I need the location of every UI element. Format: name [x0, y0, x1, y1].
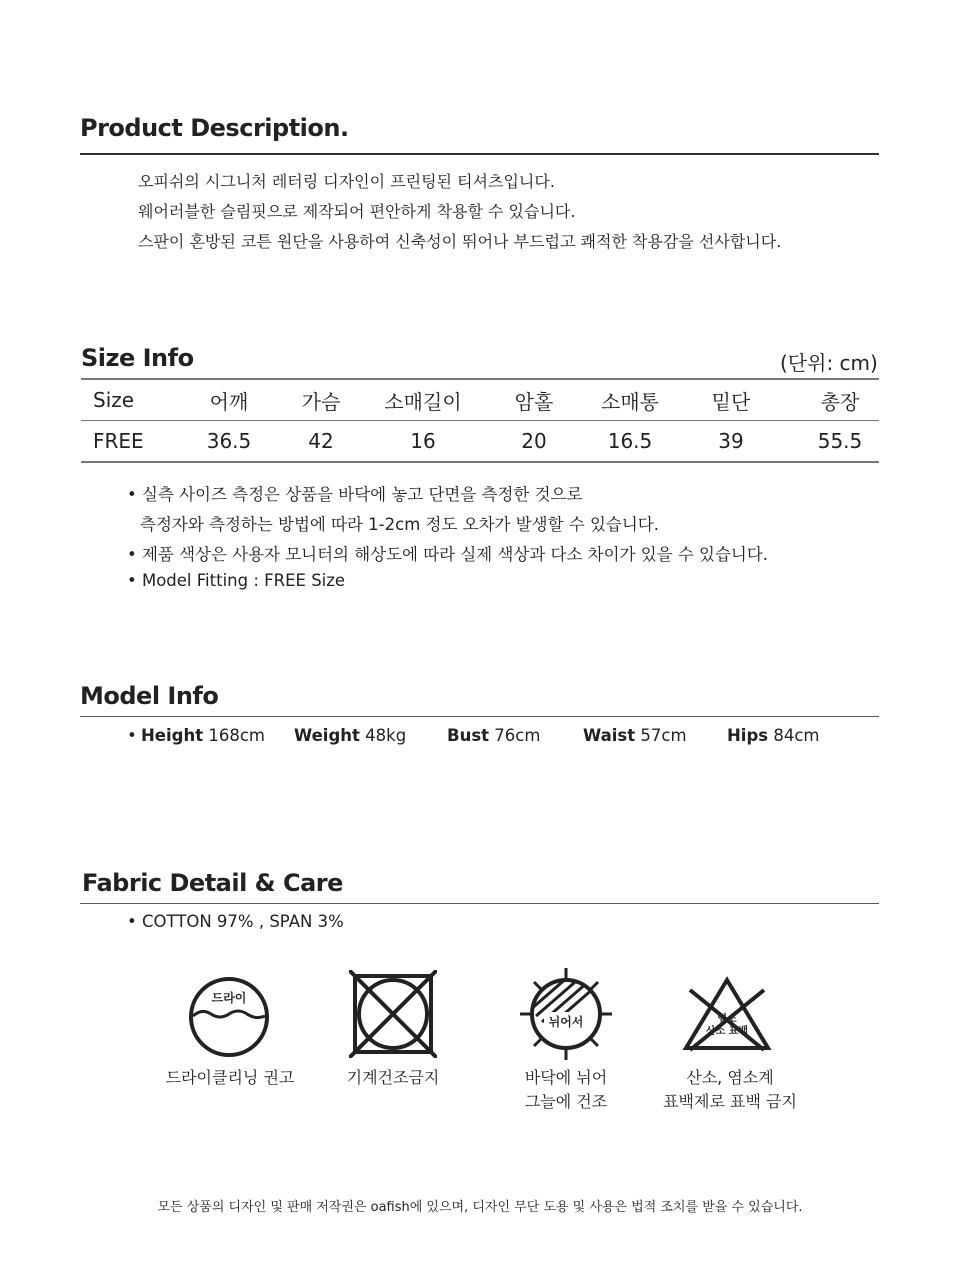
description-line: 웨어러블한 슬림핏으로 제작되어 편안하게 착용할 수 있습니다.	[138, 202, 576, 221]
size-table-row	[81, 421, 879, 463]
care-caption-dry-clean	[150, 1066, 310, 1090]
size-table-header-cell: 소매통	[599, 379, 661, 421]
size-table-header-cell: 가슴	[265, 379, 377, 421]
size-note: 측정자와 측정하는 방법에 따라 1-2cm 정도 오차가 발생할 수 있습니다.	[140, 515, 659, 534]
size-table-cell: 39	[661, 421, 801, 463]
care-caption-line: 기계건조금지	[346, 1068, 440, 1087]
description-line: 스판이 혼방된 코튼 원단을 사용하여 신축성이 뛰어나 부드럽고 쾌적한 착용감을 선사합니다.	[138, 232, 782, 251]
care-caption-line: 드라이클리닝 권고	[165, 1068, 295, 1087]
model-stat-label: Bust	[447, 726, 490, 745]
product-description-title: Product Description.	[80, 114, 349, 142]
size-table-cell: 16.5	[599, 421, 661, 463]
no-bleach-icon-label: 염소	[717, 1014, 737, 1025]
fabric-care-title: Fabric Detail & Care	[82, 869, 343, 897]
care-caption-dry-flat-shade	[486, 1066, 646, 1114]
dry-clean-icon-label: 드라이	[211, 991, 247, 1005]
model-stat-label: Waist	[583, 726, 636, 745]
size-table-header-cell: Size	[81, 379, 193, 421]
model-info-rule	[80, 716, 879, 717]
model-stat-hips	[727, 726, 820, 745]
model-bullet: •	[127, 726, 137, 745]
model-stat-waist	[583, 726, 687, 745]
care-caption-no-bleach	[642, 1066, 818, 1114]
model-stat-value: 57cm	[640, 726, 687, 745]
no-bleach-icon-label: 산소 표백	[705, 1026, 749, 1037]
size-note: • 제품 색상은 사용자 모니터의 해상도에 따라 실제 색상과 다소 차이가 있을 수 있습니다.	[127, 545, 769, 564]
size-table-cell: 36.5	[193, 421, 265, 463]
product-description-rule	[80, 153, 879, 155]
model-stat-value: 168cm	[208, 726, 265, 745]
model-stats	[127, 726, 137, 745]
model-stat-label: Weight	[294, 726, 360, 745]
no-bleach-icon	[682, 974, 772, 1054]
fabric-composition: • COTTON 97% , SPAN 3%	[127, 912, 344, 931]
size-note: • 실측 사이즈 측정은 상품을 바닥에 놓고 단면을 측정한 것으로	[127, 485, 583, 504]
size-info-title: Size Info	[81, 344, 194, 372]
model-stat-label: Height	[141, 726, 204, 745]
model-stat-value: 76cm	[494, 726, 541, 745]
no-tumble-dry-icon	[349, 970, 437, 1058]
size-table-header-cell: 밑단	[661, 379, 801, 421]
size-table-header	[81, 379, 879, 421]
model-info-title: Model Info	[80, 682, 219, 710]
care-caption-line: 산소, 염소계	[686, 1068, 774, 1087]
size-unit-label: (단위: cm)	[780, 351, 878, 375]
model-stat-label: Hips	[727, 726, 769, 745]
size-table-header-cell: 암홀	[469, 379, 599, 421]
size-table-cell: FREE	[81, 421, 193, 463]
description-line: 오피쉬의 시그니처 레터링 디자인이 프린팅된 티셔츠입니다.	[138, 172, 555, 191]
size-table-header-cell: 어깨	[193, 379, 265, 421]
dry-flat-shade-icon	[520, 966, 612, 1062]
size-table-header-cell: 총장	[801, 379, 879, 421]
size-table-cell: 55.5	[801, 421, 879, 463]
size-table-header-cell: 소매길이	[377, 379, 469, 421]
copyright-footer: 모든 상품의 디자인 및 판매 저작권은 oafish에 있으며, 디자인 무단 도용 및 사용은 법적 조치를 받을 수 있습니다.	[157, 1200, 803, 1215]
size-table-cell: 20	[469, 421, 599, 463]
care-caption-no-tumble-dry	[313, 1066, 473, 1090]
model-stat-height	[141, 726, 265, 745]
size-table-cell: 42	[265, 421, 377, 463]
size-table-cell: 16	[377, 421, 469, 463]
fabric-care-rule	[80, 903, 879, 904]
model-stat-weight	[294, 726, 406, 745]
care-caption-line: 바닥에 뉘어	[524, 1068, 608, 1087]
model-stat-bust	[447, 726, 540, 745]
care-caption-line: 그늘에 건조	[524, 1092, 608, 1111]
size-table	[81, 378, 879, 463]
care-caption-line: 표백제로 표백 금지	[663, 1092, 797, 1111]
model-stat-value: 84cm	[773, 726, 820, 745]
size-note: • Model Fitting : FREE Size	[127, 571, 346, 590]
model-stat-value: 48kg	[365, 726, 407, 745]
dry-flat-shade-icon-label: 뉘어서	[548, 1015, 584, 1029]
dry-clean-icon	[186, 974, 272, 1060]
